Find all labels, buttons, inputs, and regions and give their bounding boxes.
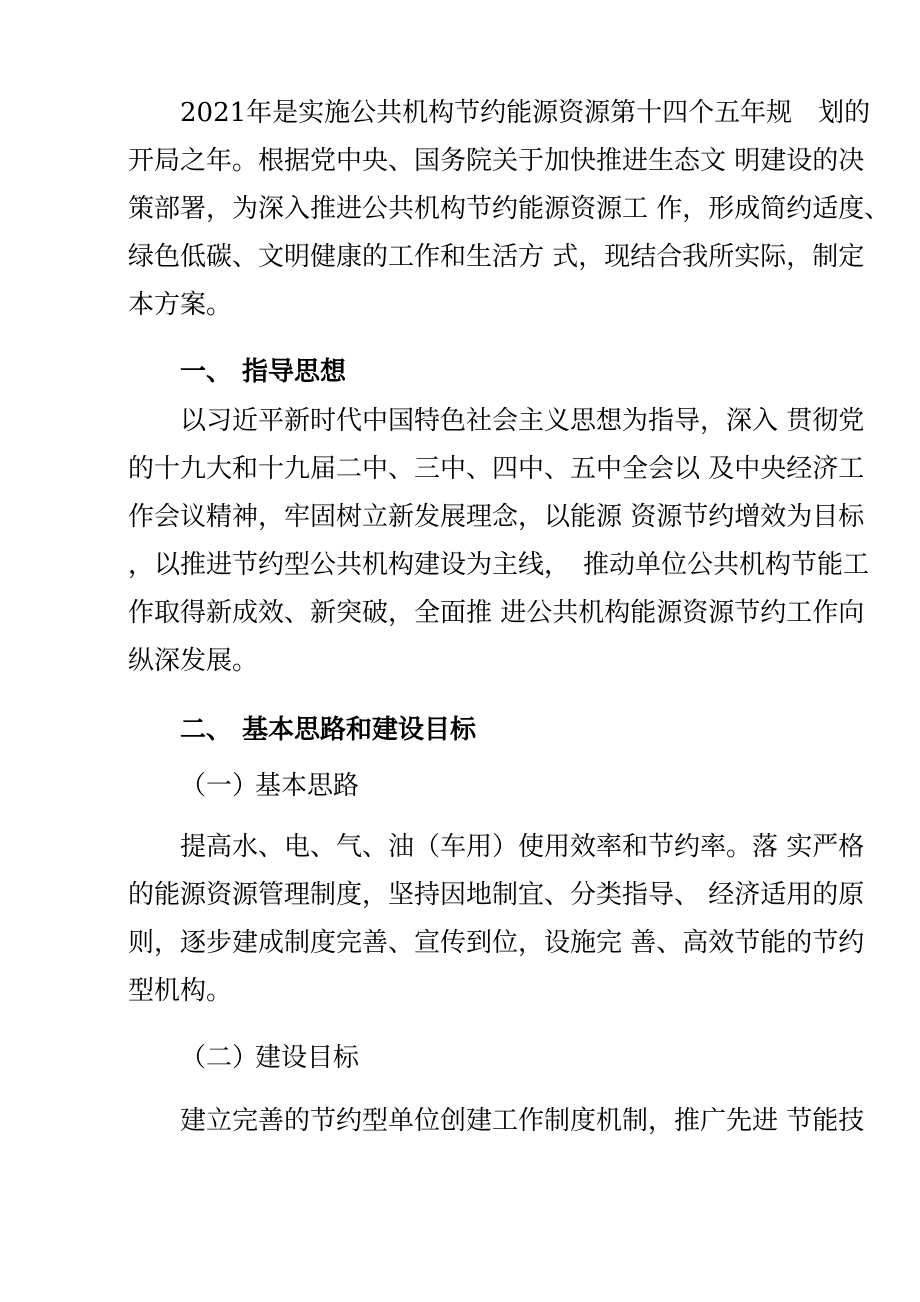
sub1-line-1: 提高水、电、气、油（车用）使用效率和节约率。落 实严格	[180, 832, 865, 862]
section1-line-1: 以习近平新时代中国特色社会主义思想为指导，深入 贯彻党	[180, 406, 865, 436]
section2-sub1-number: （一）	[180, 771, 259, 801]
intro-line-5: 本方案。	[128, 290, 233, 320]
section1-paragraph	[128, 397, 870, 685]
section1-line-3: 作会议精神，牢固树立新发展理念，以能源 资源节约增效为目标	[128, 502, 865, 532]
section2-sub1-paragraph	[128, 823, 865, 1015]
intro-line-3: 策部署，为深入推进公共机构节约能源资源工 作，形成简约适度、	[128, 194, 891, 224]
section2-sub1-title: 基本思路	[255, 771, 360, 801]
sub1-line-4: 型机构。	[128, 976, 233, 1006]
section1-line-5: 作取得新成效、新突破，全面推 进公共机构能源资源节约工作向	[128, 598, 865, 628]
section1-title: 指导思想	[242, 357, 347, 387]
section2-sub2-heading	[180, 1034, 359, 1082]
section1-number: 一、	[180, 357, 233, 387]
intro-line-1: 2021年是实施公共机构节约能源资源第十四个五年规 划的	[180, 98, 871, 128]
intro-paragraph	[128, 89, 891, 329]
section1-line-2: 的十九大和十九届二中、三中、四中、五中全会以 及中央经济工	[128, 454, 865, 484]
section2-sub1-heading	[180, 762, 359, 810]
section1-line-6: 纵深发展。	[128, 646, 259, 676]
intro-line-2: 开局之年。根据党中央、国务院关于加快推进生态文 明建设的决	[128, 146, 865, 176]
section2-number: 二、	[180, 715, 233, 745]
intro-line-4: 绿色低碳、文明健康的工作和生活方 式，现结合我所实际，制定	[128, 242, 865, 272]
section2-heading	[180, 706, 476, 754]
section2-sub2-paragraph	[128, 1097, 865, 1145]
sub2-line-1: 建立完善的节约型单位创建工作制度机制，推广先进 节能技	[180, 1106, 865, 1136]
sub1-line-3: 则，逐步建成制度完善、宣传到位，设施完 善、高效节能的节约	[128, 928, 865, 958]
section1-heading	[180, 348, 346, 396]
section1-line-4: ，以推进节约型公共机构建设为主线， 推动单位公共机构节能工	[128, 550, 870, 580]
section2-sub2-title: 建设目标	[255, 1043, 360, 1073]
sub1-line-2: 的能源资源管理制度，坚持因地制宜、分类指导、 经济适用的原	[128, 880, 865, 910]
section2-sub2-number: （二）	[180, 1043, 259, 1073]
section2-title: 基本思路和建设目标	[242, 715, 477, 745]
